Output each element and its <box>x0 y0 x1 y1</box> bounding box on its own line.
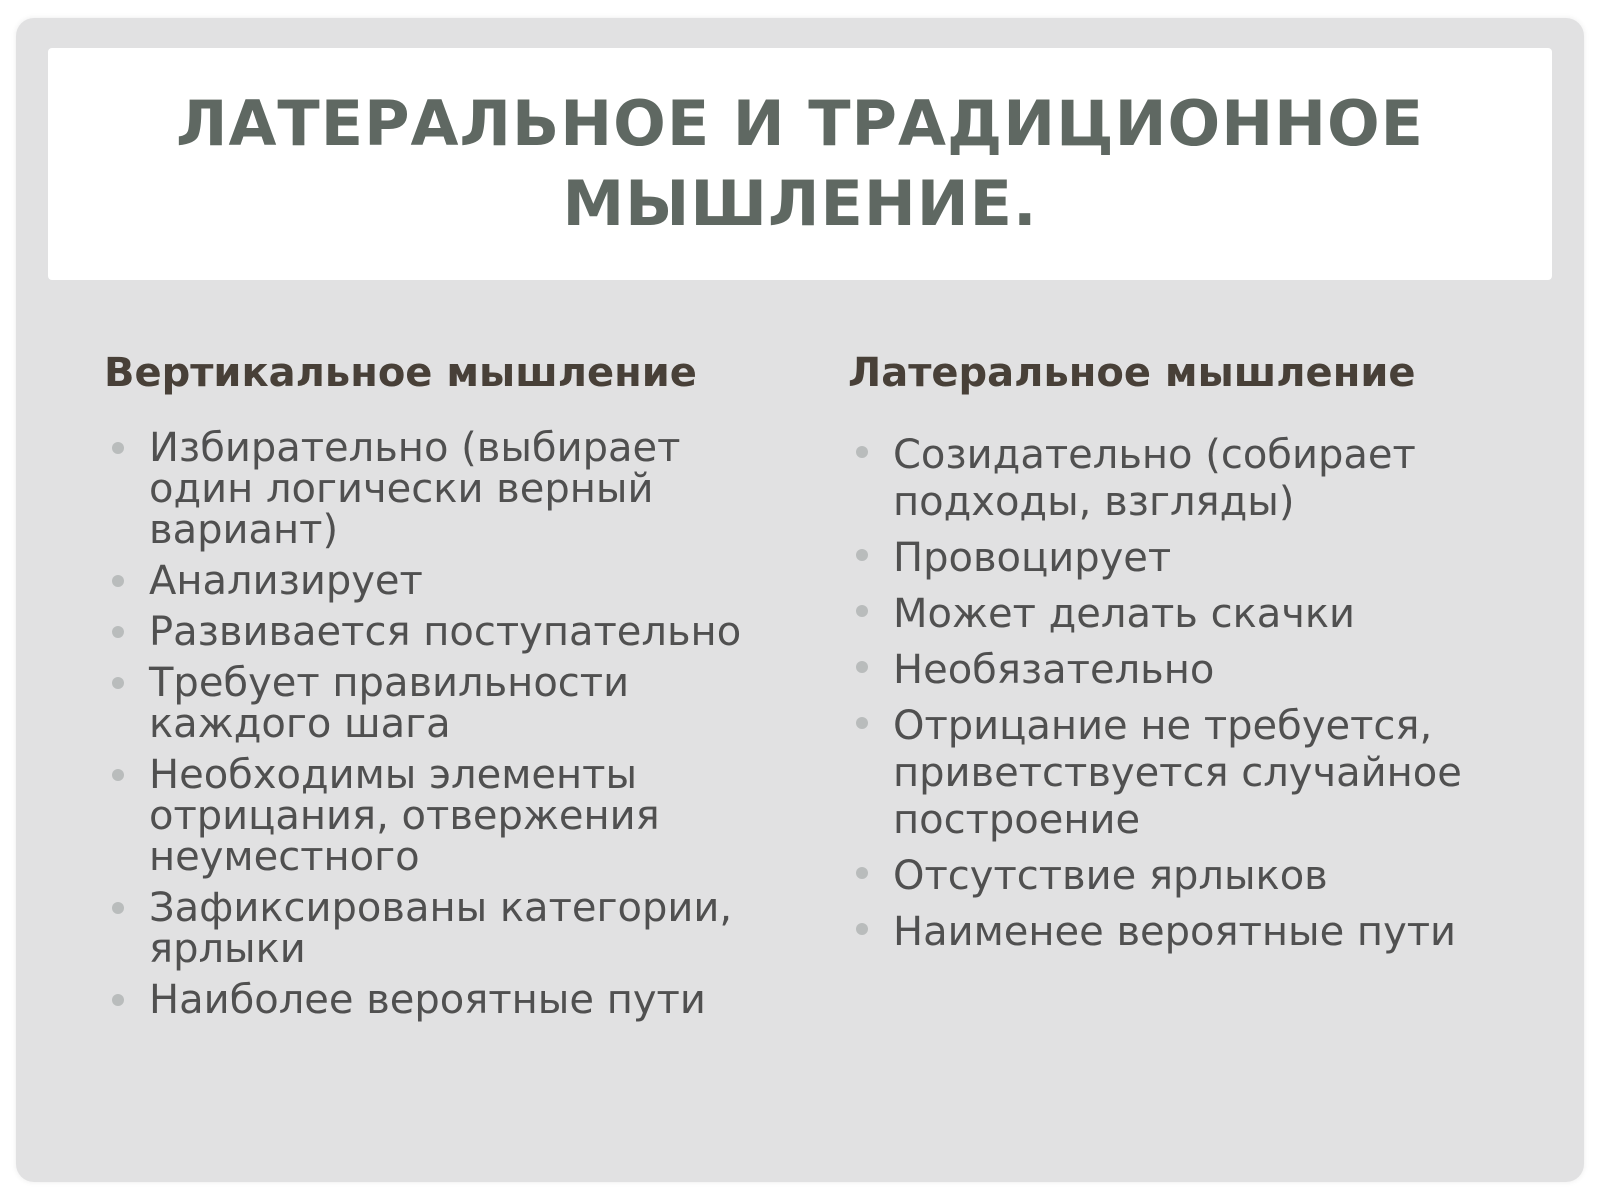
bullet-icon <box>856 446 868 458</box>
list-item <box>848 909 1528 956</box>
list-item <box>104 558 774 604</box>
list-item-text: Зафиксированы категории, ярлыки <box>149 885 733 972</box>
list-item <box>104 885 774 972</box>
bullet-icon <box>112 677 124 689</box>
list-item-text: Может делать скачки <box>893 591 1356 637</box>
list-item-text: Провоцирует <box>893 535 1172 581</box>
list-item <box>848 647 1528 694</box>
bullet-icon <box>112 902 124 914</box>
slide <box>16 18 1584 1182</box>
column-heading-vertical: Вертикальное мышление <box>104 350 697 396</box>
list-item-text: Созидательно (собирает подходы, взгляды) <box>893 432 1416 525</box>
list-item-text: Анализирует <box>149 558 423 604</box>
bullet-icon <box>856 923 868 935</box>
bullet-list-vertical <box>104 425 774 1023</box>
list-item <box>104 660 774 747</box>
bullet-icon <box>856 717 868 729</box>
list-item-text: Развивается поступательно <box>149 609 742 655</box>
vertical-thinking-column <box>104 348 774 1031</box>
list-item <box>848 535 1528 582</box>
list-item-text: Наиболее вероятные пути <box>149 977 706 1023</box>
bullet-icon <box>112 442 124 454</box>
bullet-icon <box>112 994 124 1006</box>
list-item <box>848 703 1528 844</box>
list-item-text: Необязательно <box>893 647 1215 693</box>
list-item <box>104 609 774 655</box>
bullet-icon <box>856 867 868 879</box>
list-item <box>848 432 1528 526</box>
lateral-thinking-column <box>848 348 1528 965</box>
bullet-icon <box>856 605 868 617</box>
list-item <box>848 591 1528 638</box>
bullet-icon <box>856 549 868 561</box>
list-item <box>104 977 774 1023</box>
list-item-text: Отрицание не требуется, приветствуется случайное построение <box>893 703 1462 843</box>
list-item <box>104 425 774 553</box>
list-item <box>848 853 1528 900</box>
slide-title: ЛАТЕРАЛЬНОЕ И ТРАДИЦИОННОЕ МЫШЛЕНИЕ. <box>175 87 1425 240</box>
list-item-text: Требует правильности каждого шага <box>149 660 630 747</box>
title-band <box>48 48 1552 280</box>
bullet-icon <box>112 575 124 587</box>
list-item <box>104 752 774 880</box>
bullet-icon <box>856 661 868 673</box>
bullet-icon <box>112 626 124 638</box>
bullet-icon <box>112 769 124 781</box>
list-item-text: Отсутствие ярлыков <box>893 853 1328 899</box>
list-item-text: Наименее вероятные пути <box>893 909 1457 955</box>
list-item-text: Избирательно (выбирает один логически верный вариант) <box>149 425 681 553</box>
list-item-text: Необходимы элементы отрицания, отвержения неуместного <box>149 752 660 880</box>
column-heading-lateral: Латеральное мышление <box>848 350 1416 396</box>
bullet-list-lateral <box>848 432 1528 956</box>
